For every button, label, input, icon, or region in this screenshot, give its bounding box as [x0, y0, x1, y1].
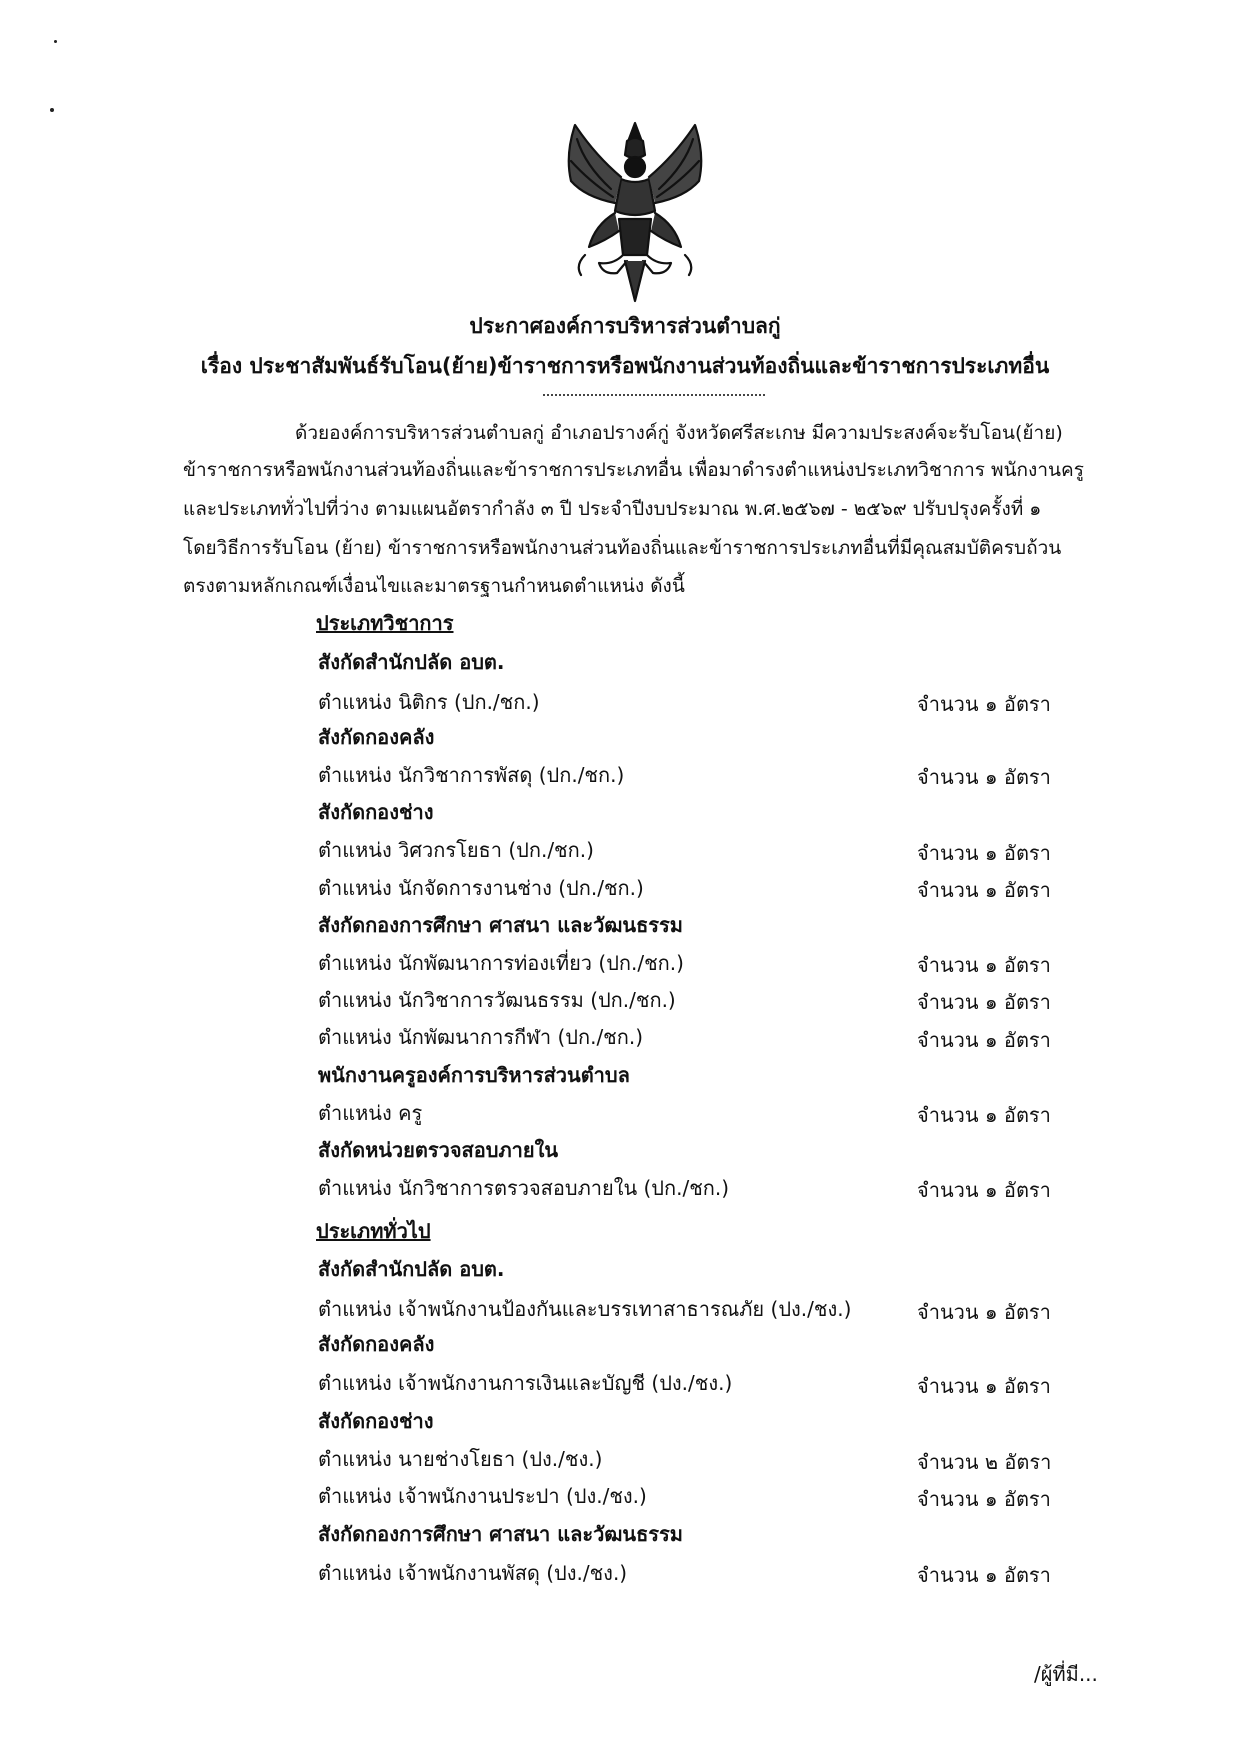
position-title: ตำแหน่ง เจ้าพนักงานประปา (ปง./ชง.)	[318, 1484, 647, 1508]
position-title: ตำแหน่ง เจ้าพนักงานการเงินและบัญชี (ปง./ชง.)	[318, 1371, 733, 1395]
position-count: จำนวน ๑ อัตรา	[917, 953, 1051, 977]
department-heading: สังกัดกองคลัง	[318, 725, 435, 749]
position-count: จำนวน ๑ อัตรา	[917, 841, 1051, 865]
position-count: จำนวน ๑ อัตรา	[917, 1374, 1051, 1398]
department-heading: สังกัดสำนักปลัด อบต.	[318, 650, 505, 674]
position-title: ตำแหน่ง นักวิชาการพัสดุ (ปก./ชก.)	[318, 763, 625, 787]
department-heading: สังกัดหน่วยตรวจสอบภายใน	[318, 1138, 559, 1162]
position-title: ตำแหน่ง ครู	[318, 1101, 423, 1125]
continuation-marker: /ผู้ที่มี...	[1034, 1662, 1098, 1686]
position-title: ตำแหน่ง เจ้าพนักงานพัสดุ (ปง./ชง.)	[318, 1561, 628, 1585]
category-heading: ประเภทวิชาการ	[316, 611, 454, 635]
intro-line: โดยวิธีการรับโอน (ย้าย) ข้าราชการหรือพนักงานส่วนท้องถิ่นและข้าราชการประเภทอื่นที่มีคุณสมบัติครบถ้วน	[183, 537, 1062, 559]
position-title: ตำแหน่ง นักวิชาการตรวจสอบภายใน (ปก./ชก.)	[318, 1176, 730, 1200]
department-heading: สังกัดกองการศึกษา ศาสนา และวัฒนธรรม	[318, 1522, 683, 1546]
position-title: ตำแหน่ง นายช่างโยธา (ปง./ชง.)	[318, 1447, 603, 1471]
intro-line: ด้วยองค์การบริหารส่วนตำบลกู่ อำเภอปรางค์กู่ จังหวัดศรีสะเกษ มีความประสงค์จะรับโอน(ย้าย)	[295, 422, 1063, 444]
position-count: จำนวน ๑ อัตรา	[917, 1028, 1051, 1052]
garuda-emblem	[555, 115, 715, 305]
position-title: ตำแหน่ง นักพัฒนาการกีฬา (ปก./ชก.)	[318, 1025, 644, 1049]
position-count: จำนวน ๑ อัตรา	[917, 1563, 1051, 1587]
position-title: ตำแหน่ง นิติกร (ปก./ชก.)	[318, 690, 540, 714]
position-count: จำนวน ๑ อัตรา	[917, 1178, 1051, 1202]
position-count: จำนวน ๑ อัตรา	[917, 1300, 1051, 1324]
position-count: จำนวน ๑ อัตรา	[917, 878, 1051, 902]
department-heading: สังกัดสำนักปลัด อบต.	[318, 1257, 505, 1281]
scan-speck	[50, 108, 54, 112]
announcement-subject: เรื่อง ประชาสัมพันธ์รับโอน(ย้าย)ข้าราชการหรือพนักงานส่วนท้องถิ่นและข้าราชการประเภทอื่น	[200, 354, 1050, 378]
position-title: ตำแหน่ง วิศวกรโยธา (ปก./ชก.)	[318, 838, 594, 862]
department-heading: สังกัดกองคลัง	[318, 1332, 435, 1356]
department-heading: สังกัดกองช่าง	[318, 1409, 434, 1433]
position-count: จำนวน ๑ อัตรา	[917, 1487, 1051, 1511]
position-count: จำนวน ๑ อัตรา	[917, 1103, 1051, 1127]
dotted-divider	[543, 394, 765, 396]
position-title: ตำแหน่ง เจ้าพนักงานป้องกันและบรรเทาสาธารณภัย (ปง./ชง.)	[318, 1297, 852, 1321]
scan-speck	[54, 40, 57, 43]
intro-line: ข้าราชการหรือพนักงานส่วนท้องถิ่นและข้าราชการประเภทอื่น เพื่อมาดำรงตำแหน่งประเภทวิชาการ พนักงานครู	[183, 459, 1084, 481]
position-title: ตำแหน่ง นักพัฒนาการท่องเที่ยว (ปก./ชก.)	[318, 951, 684, 975]
department-heading: สังกัดกองการศึกษา ศาสนา และวัฒนธรรม	[318, 913, 683, 937]
position-count: จำนวน ๑ อัตรา	[917, 765, 1051, 789]
department-heading: พนักงานครูองค์การบริหารส่วนตำบล	[318, 1063, 630, 1087]
position-title: ตำแหน่ง นักจัดการงานช่าง (ปก./ชก.)	[318, 876, 644, 900]
category-heading: ประเภททั่วไป	[316, 1219, 431, 1243]
position-count: จำนวน ๑ อัตรา	[917, 692, 1051, 716]
intro-line: และประเภททั่วไปที่ว่าง ตามแผนอัตรากำลัง ๓ ปี ประจำปีงบประมาณ พ.ศ.๒๕๖๗ - ๒๕๖๙ ปรับปรุงครั้งที่ ๑	[183, 498, 1042, 520]
position-count: จำนวน ๒ อัตรา	[917, 1450, 1052, 1474]
department-heading: สังกัดกองช่าง	[318, 800, 434, 824]
announcement-title: ประกาศองค์การบริหารส่วนตำบลกู่	[469, 314, 781, 338]
intro-line: ตรงตามหลักเกณฑ์เงื่อนไขและมาตรฐานกำหนดตำแหน่ง ดังนี้	[183, 575, 685, 597]
position-title: ตำแหน่ง นักวิชาการวัฒนธรรม (ปก./ชก.)	[318, 988, 676, 1012]
position-count: จำนวน ๑ อัตรา	[917, 990, 1051, 1014]
